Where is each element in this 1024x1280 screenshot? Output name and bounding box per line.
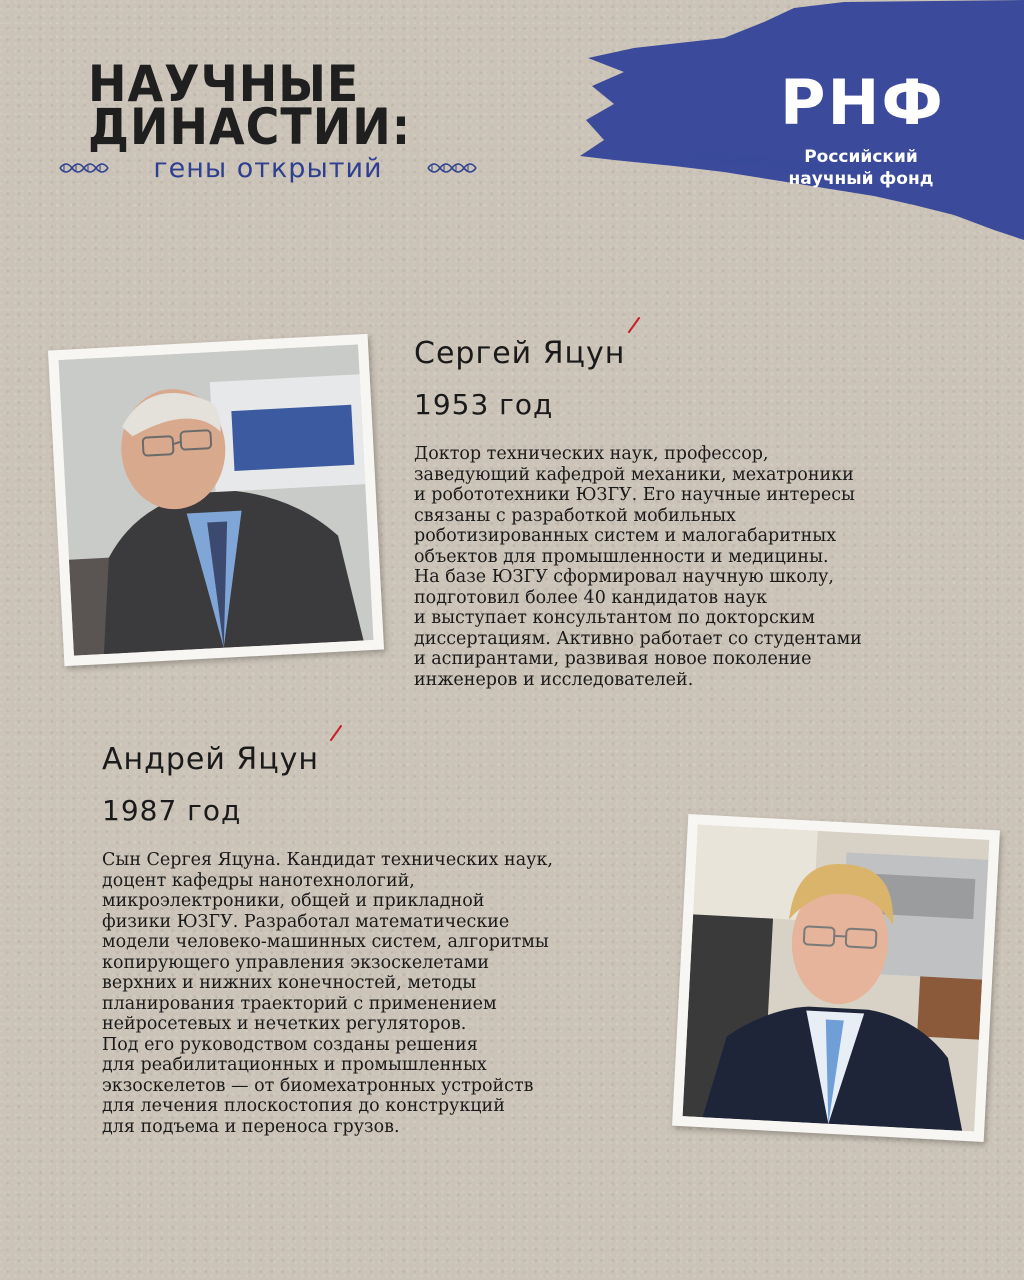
- subtitle: гены открытий: [153, 152, 383, 184]
- photo-sergey: [48, 334, 384, 666]
- person-year-sergey: 1953 год: [414, 388, 554, 421]
- brand-caption-line-1: Российский: [804, 147, 918, 167]
- accent-mark-icon: [328, 724, 344, 742]
- person-name-sergey: Сергей Яцун: [414, 336, 626, 371]
- portrait-image: [683, 825, 990, 1132]
- accent-mark-icon: [626, 316, 642, 334]
- person-name-andrey: Андрей Яцун: [102, 742, 320, 777]
- dna-icon: [426, 158, 478, 178]
- title-line-2: ДИНАСТИИ:: [88, 97, 412, 156]
- person-year-andrey: 1987 год: [102, 794, 242, 827]
- person-bio-andrey: Сын Сергея Яцуна. Кандидат технических наук, доцент кафедры нанотехнологий, микроэлектроники, общей и прикладной физики ЮЗГУ. Разработал математические модели человеко-машинных систем, алгоритмы копирующего управления экзоскелетами верхних и нижних конечностей, методы планирования траекторий с применением нейросетевых и нечетких регуляторов. Под его руководством созданы решения для реабилитационных и промышленных экзоскелетов — от биомехатронных устройств для лечения плоскостопия до конструкций для подъема и переноса грузов.: [102, 850, 553, 1137]
- brand-caption: [776, 146, 946, 190]
- page-title: [88, 54, 412, 156]
- title-line-1: НАУЧНЫЕ: [88, 54, 360, 113]
- brand-caption-line-2: научный фонд: [788, 169, 934, 189]
- portrait-image: [58, 344, 373, 655]
- person-bio-sergey: Доктор технических наук, профессор, заведующий кафедрой механики, мехатроники и робототехники ЮЗГУ. Его научные интересы связаны с разработкой мобильных роботизированных систем и малогабаритных объектов для промышленности и медицины. На базе ЮЗГУ сформировал научную школу, подготовил более 40 кандидатов наук и выступает консультантом по докторским диссертациям. Активно работает со студентами и аспирантами, развивая новое поколение инженеров и исследователей.: [414, 444, 862, 690]
- subtitle-row: [58, 148, 478, 188]
- brand-logo: РНФ: [780, 66, 945, 139]
- dna-icon: [58, 158, 110, 178]
- photo-andrey: [672, 814, 1000, 1142]
